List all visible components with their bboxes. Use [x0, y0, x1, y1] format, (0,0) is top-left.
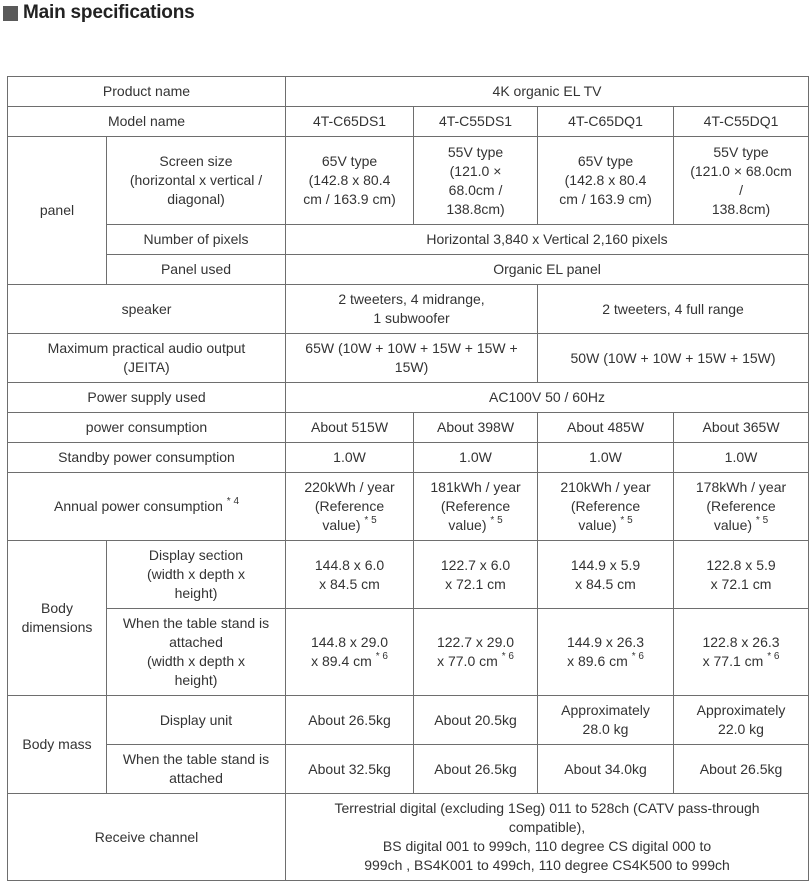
- row-label: When the table stand is attached: [107, 745, 286, 794]
- footnote-mark: * 6: [375, 651, 388, 663]
- row-label: When the table stand is attached (width x depth x height): [107, 609, 286, 696]
- row-label: Screen size (horizontal x vertical / diagonal): [107, 137, 286, 225]
- row-label: speaker: [8, 285, 286, 334]
- value-cell: 55V type (121.0 × 68.0cm / 138.8cm): [674, 137, 809, 225]
- value-cell: 122.8 x 5.9 x 72.1 cm: [674, 541, 809, 609]
- value-cell: 65V type (142.8 x 80.4 cm / 163.9 cm): [538, 137, 674, 225]
- value-cell: 50W (10W + 10W + 15W + 15W): [538, 334, 809, 383]
- value-cell: 1.0W: [286, 443, 414, 473]
- row-label: Display section (width x depth x height): [107, 541, 286, 609]
- value-cell: About 20.5kg: [414, 696, 538, 745]
- table-row: [8, 107, 809, 137]
- group-label-body-dimensions: Body dimensions: [8, 541, 107, 696]
- value-cell: [414, 473, 538, 541]
- value-cell: Approximately 28.0 kg: [538, 696, 674, 745]
- footnote-mark: * 5: [620, 515, 633, 527]
- spec-table: [7, 76, 809, 881]
- table-row: [8, 473, 809, 541]
- value-cell: 1.0W: [538, 443, 674, 473]
- value-cell: [674, 609, 809, 696]
- value-cell: 65W (10W + 10W + 15W + 15W + 15W): [286, 334, 538, 383]
- footnote-mark: * 6: [767, 651, 780, 663]
- model-cell: 4T-C65DQ1: [538, 107, 674, 137]
- value-text: 220kWh / year (Reference value): [304, 479, 395, 533]
- value-cell: 122.7 x 6.0 x 72.1 cm: [414, 541, 538, 609]
- footnote-mark: * 6: [631, 651, 644, 663]
- table-row: [8, 609, 809, 696]
- model-cell: 4T-C55DQ1: [674, 107, 809, 137]
- row-label: Model name: [8, 107, 286, 137]
- value-text: 122.8 x 26.3 x 77.1 cm: [702, 634, 780, 669]
- value-text: 181kWh / year (Reference value): [430, 479, 521, 533]
- footnote-mark: * 5: [755, 515, 769, 527]
- row-label: Panel used: [107, 255, 286, 285]
- table-row: [8, 443, 809, 473]
- value-cell: Approximately 22.0 kg: [674, 696, 809, 745]
- value-cell: Horizontal 3,840 x Vertical 2,160 pixels: [286, 225, 809, 255]
- row-label: Standby power consumption: [8, 443, 286, 473]
- group-label-body-mass: Body mass: [8, 696, 107, 794]
- value-cell: 65V type (142.8 x 80.4 cm / 163.9 cm): [286, 137, 414, 225]
- table-row: [8, 334, 809, 383]
- value-text: 210kWh / year (Reference value): [560, 479, 651, 533]
- table-row: [8, 255, 809, 285]
- footnote-mark: * 5: [490, 515, 503, 527]
- table-row: [8, 541, 809, 609]
- row-label: Receive channel: [8, 794, 286, 881]
- table-row: [8, 696, 809, 745]
- value-text: 144.9 x 26.3 x 89.6 cm: [566, 634, 645, 669]
- model-cell: 4T-C55DS1: [414, 107, 538, 137]
- table-row: [8, 794, 809, 881]
- row-label: Display unit: [107, 696, 286, 745]
- row-label: [8, 473, 286, 541]
- value-cell: 1.0W: [414, 443, 538, 473]
- group-label-panel: panel: [8, 137, 107, 285]
- value-cell: About 26.5kg: [674, 745, 809, 794]
- section-heading: [3, 0, 194, 26]
- value-cell: 1.0W: [674, 443, 809, 473]
- value-cell: 55V type (121.0 × 68.0cm / 138.8cm): [414, 137, 538, 225]
- footnote-mark: * 6: [501, 651, 514, 663]
- value-text: 178kWh / year (Reference value): [695, 479, 787, 533]
- value-cell: 144.9 x 5.9 x 84.5 cm: [538, 541, 674, 609]
- table-row: [8, 137, 809, 225]
- value-cell: Organic EL panel: [286, 255, 809, 285]
- value-cell: About 34.0kg: [538, 745, 674, 794]
- value-cell: About 26.5kg: [286, 696, 414, 745]
- row-label: Product name: [8, 77, 286, 107]
- value-cell: [414, 609, 538, 696]
- row-label: Power supply used: [8, 383, 286, 413]
- product-name-value: 4K organic EL TV: [286, 77, 809, 107]
- value-cell: About 26.5kg: [414, 745, 538, 794]
- value-cell: 144.8 x 6.0 x 84.5 cm: [286, 541, 414, 609]
- label-text: Annual power consumption: [54, 498, 223, 514]
- row-label: Number of pixels: [107, 225, 286, 255]
- value-cell: About 32.5kg: [286, 745, 414, 794]
- row-label: power consumption: [8, 413, 286, 443]
- value-cell: About 515W: [286, 413, 414, 443]
- heading-square-icon: [3, 6, 18, 21]
- value-text: 122.7 x 29.0 x 77.0 cm: [436, 634, 515, 669]
- footnote-mark: * 5: [364, 515, 377, 527]
- footnote-mark: * 4: [226, 496, 240, 508]
- page-title: Main specifications: [23, 2, 195, 23]
- table-row: [8, 413, 809, 443]
- value-cell: [286, 473, 414, 541]
- value-cell: [286, 609, 414, 696]
- value-cell: About 365W: [674, 413, 809, 443]
- value-cell: Terrestrial digital (excluding 1Seg) 011 to 528ch (CATV pass-through compatible), BS digital 001 to 999ch, 110 degree CS digital 000 to 999ch , BS4K001 to 499ch, 110 degree CS4K500 to 999ch: [286, 794, 809, 881]
- table-row: [8, 745, 809, 794]
- value-cell: [674, 473, 809, 541]
- value-cell: About 485W: [538, 413, 674, 443]
- table-row: [8, 77, 809, 107]
- value-cell: 2 tweeters, 4 full range: [538, 285, 809, 334]
- table-row: [8, 225, 809, 255]
- value-cell: AC100V 50 / 60Hz: [286, 383, 809, 413]
- value-cell: [538, 609, 674, 696]
- table-row: [8, 285, 809, 334]
- table-row: [8, 383, 809, 413]
- model-cell: 4T-C65DS1: [286, 107, 414, 137]
- value-cell: About 398W: [414, 413, 538, 443]
- row-label: Maximum practical audio output (JEITA): [8, 334, 286, 383]
- value-cell: [538, 473, 674, 541]
- value-cell: 2 tweeters, 4 midrange, 1 subwoofer: [286, 285, 538, 334]
- value-text: 144.8 x 29.0 x 89.4 cm: [310, 634, 389, 669]
